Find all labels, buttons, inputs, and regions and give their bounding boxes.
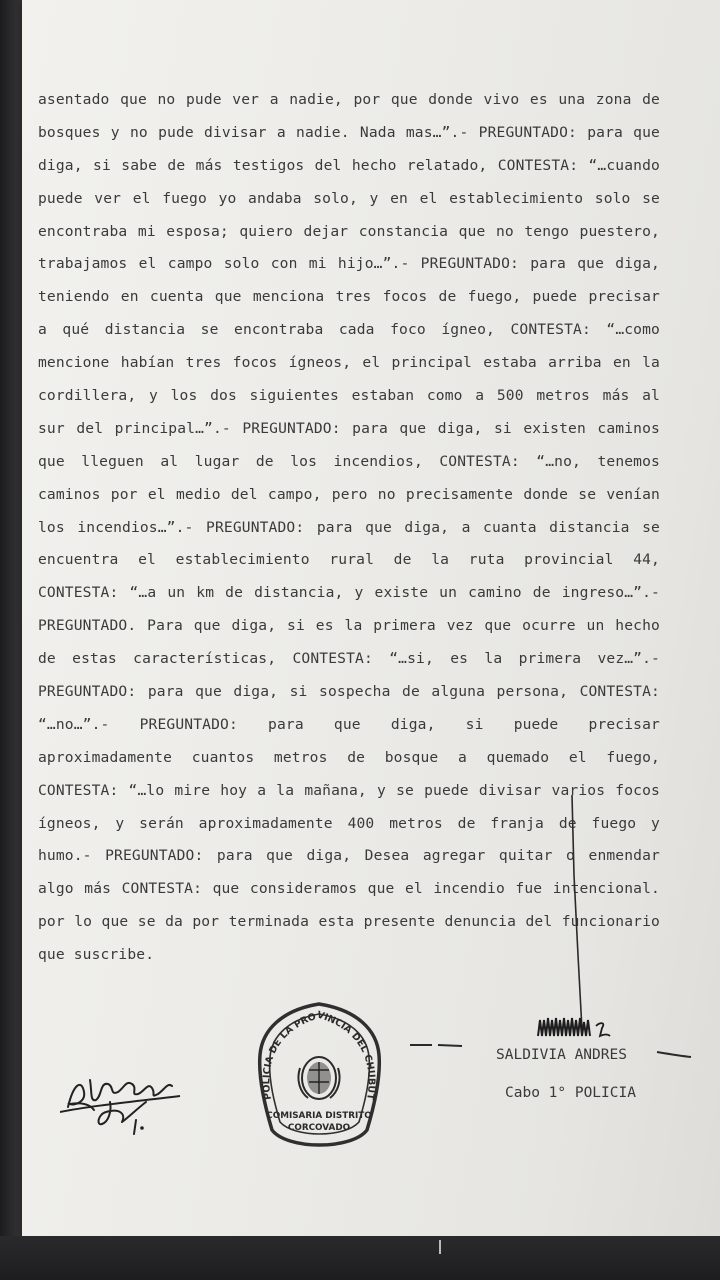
text-line: humo.- PREGUNTADO: para que diga, Desea agregar quitar o enmendar: [38, 847, 660, 865]
text-line: encontraba mi esposa; quiero dejar constancia que no tengo puestero,: [38, 222, 660, 240]
text-line: de estas características, CONTESTA: “…si, es la primera vez…”.-: [38, 650, 660, 668]
text-line: CONTESTA: “…a un km de distancia, y existe un camino de ingreso…”.-: [38, 584, 660, 602]
text-line: aproximadamente cuantos metros de bosque a quemado el fuego,: [38, 748, 660, 766]
text-line: los incendios…”.- PREGUNTADO: para que diga, a cuanta distancia se: [38, 518, 660, 536]
text-line: encuentra el establecimiento rural de la ruta provincial 44,: [38, 551, 660, 569]
text-line: puede ver el fuego yo andaba solo, y en el establecimiento solo se: [38, 189, 660, 207]
text-line: sur del principal…”.- PREGUNTADO: para que diga, si existen caminos: [38, 419, 660, 437]
signer-name: SALDIVIA ANDRES: [496, 1047, 627, 1063]
text-line: CONTESTA: “…lo mire hoy a la mañana, y se puede divisar varios focos: [38, 781, 660, 799]
left-dark-edge: [0, 0, 24, 1280]
stamp-line-1: COMISARIA DISTRITO: [266, 1111, 372, 1121]
text-line: cordillera, y los dos siguientes estaban como a 500 metros más al: [38, 387, 660, 405]
coat-of-arms-icon: [298, 1057, 339, 1099]
text-line: trabajamos el campo solo con mi hijo…”.- PREGUNTADO: para que diga,: [38, 255, 660, 273]
handwritten-signature-right: [530, 1008, 650, 1048]
text-line: “…no…”.- PREGUNTADO: para que diga, si puede precisar: [38, 715, 660, 733]
text-line: teniendo en cuenta que menciona tres focos de fuego, puede precisar: [38, 288, 660, 306]
police-stamp: [252, 1000, 387, 1162]
text-line: bosques y no pude divisar a nadie. Nada mas…”.- PREGUNTADO: para que: [38, 123, 660, 141]
text-line: diga, si sabe de más testigos del hecho relatado, CONTESTA: “…cuando: [38, 156, 660, 174]
text-line: PREGUNTADO: para que diga, si sospecha de alguna persona, CONTESTA:: [38, 683, 660, 701]
pen-stroke: [560, 755, 600, 1035]
stamp-line-2: CORCOVADO: [287, 1123, 351, 1133]
text-line: que suscribe.: [38, 946, 155, 964]
text-line: a qué distancia se encontraba cada foco ígneo, CONTESTA: “…como: [38, 321, 660, 339]
paper-mark: [439, 1240, 441, 1254]
pen-dash-left: [408, 1040, 468, 1050]
text-line: asentado que no pude ver a nadie, por que donde vivo es una zona de: [38, 91, 660, 108]
text-line: algo más CONTESTA: que consideramos que el incendio fue intencional.: [38, 880, 660, 898]
text-line: por lo que se da por terminada esta presente denuncia del funcionario: [38, 913, 660, 931]
pen-dash-right: [655, 1048, 695, 1060]
text-line: mencione habían tres focos ígneos, el principal estaba arriba en la: [38, 354, 660, 372]
text-line: ígneos, y serán aproximadamente 400 metros de franja de fuego y: [38, 814, 660, 832]
text-line: caminos por el medio del campo, pero no precisamente donde se venían: [38, 485, 660, 503]
signer-rank: Cabo 1° POLICIA: [505, 1085, 636, 1101]
handwritten-signature-left: [60, 1062, 190, 1142]
svg-text:POLICIA DE LA PROVINCIA DEL CH: POLICIA DE LA PROVINCIA DEL CHUBUT: [261, 1009, 377, 1101]
bottom-dark-background: [0, 1236, 720, 1280]
text-line: que lleguen al lugar de los incendios, CONTESTA: “…no, tenemos: [38, 452, 660, 470]
text-line: PREGUNTADO. Para que diga, si es la primera vez que ocurre un hecho: [38, 617, 660, 635]
